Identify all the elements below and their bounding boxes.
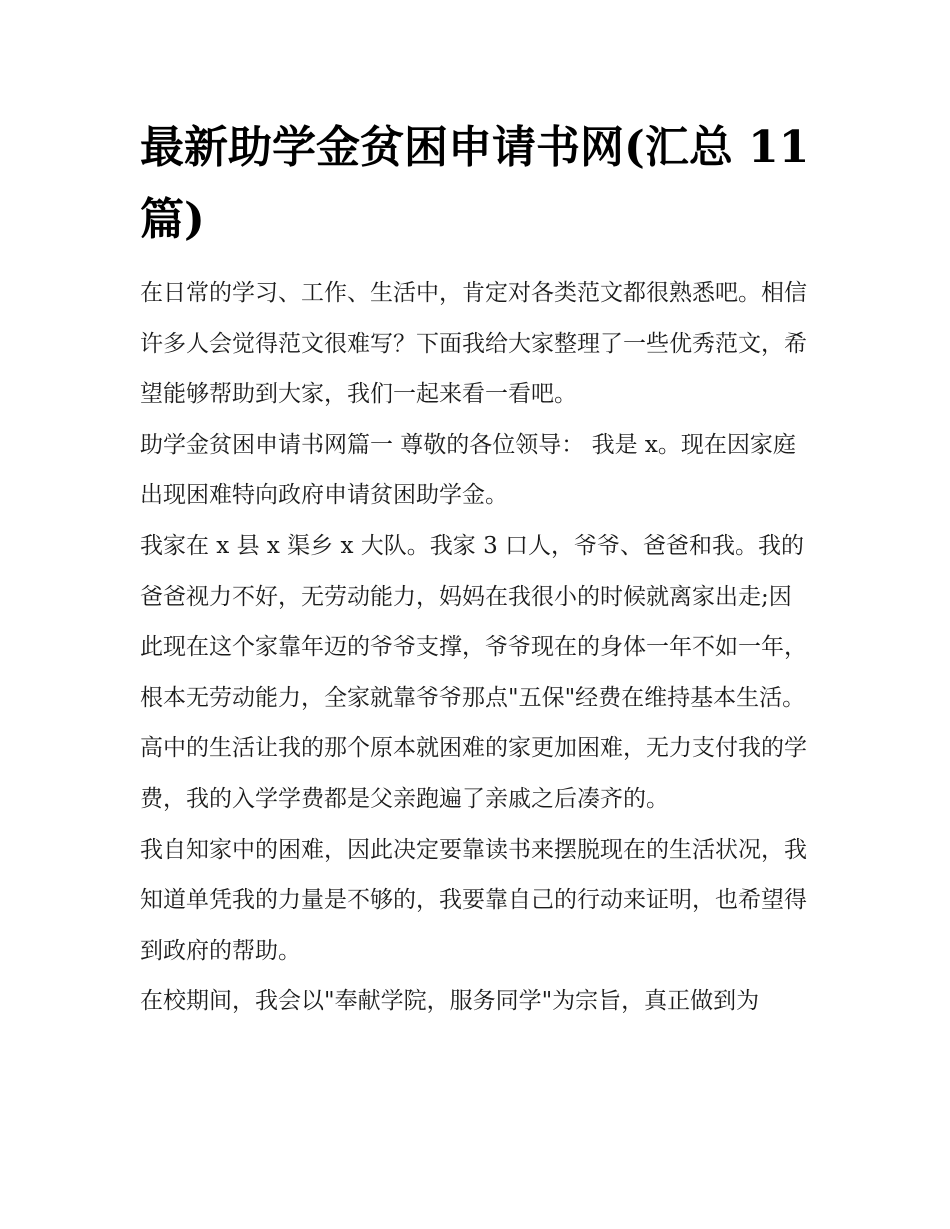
paragraph-family-situation: 我家在 x 县 x 渠乡 x 大队。我家 3 口人，爷爷、爸爸和我。我的爸爸视力不好，无劳动能力，妈妈在我很小的时候就离家出走;因此现在这个家靠年迈的爷爷支撑，爷爷现在的身体一年不如一年，根本无劳动能力，全家就靠爷爷那点"五保"经费在维持基本生活。高中的生活让我的那个原本就困难的家更加困难，无力支付我的学费，我的入学学费都是父亲跑遍了亲戚之后凑齐的。 [140,532,807,812]
paragraph-intro: 在日常的学习、工作、生活中，肯定对各类范文都很熟悉吧。相信许多人会觉得范文很难写？下面我给大家整理了一些优秀范文，希望能够帮助到大家，我们一起来看一看吧。 [140,280,807,408]
document-body [140,112,812,1027]
paragraph-school-commitment: 在校期间，我会以"奉献学院，服务同学"为宗旨，真正做到为 [140,988,760,1015]
document-title: 最新助学金贫困申请书网(汇总 11 篇) [140,122,810,245]
paragraph-letter-opening: 助学金贫困申请书网篇一 尊敬的各位领导： 我是 x。现在因家庭出现困难特向政府申请贫困助学金。 [140,431,796,509]
paragraph-determination: 我自知家中的困难，因此决定要靠读书来摆脱现在的生活状况，我知道单凭我的力量是不够的，我要靠自己的行动来证明，也希望得到政府的帮助。 [140,836,807,964]
